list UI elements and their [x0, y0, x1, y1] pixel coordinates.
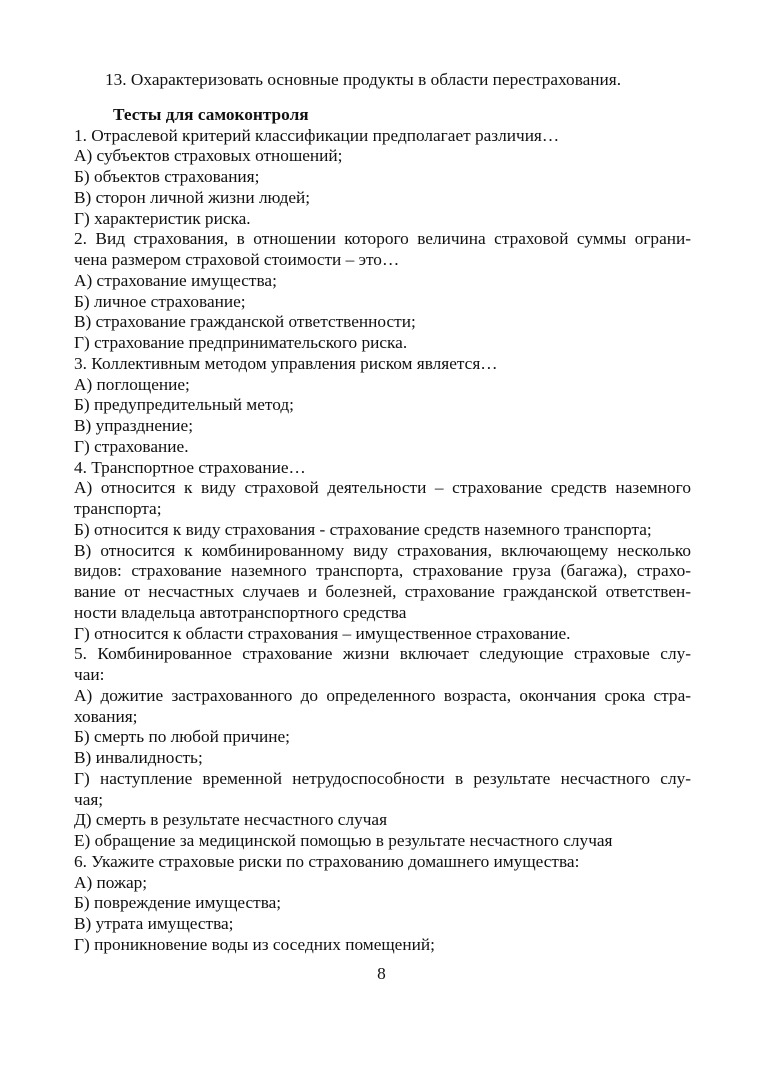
text-line: Д) смерть в результате несчастного случая	[74, 810, 388, 830]
text-line: Б) предупредительный метод;	[74, 395, 294, 415]
text-line: А) дожитие застрахованного до определенного возраста, окончания срока стра-	[74, 685, 691, 705]
text-line: А) относится к виду страховой деятельности – страхование средств наземного	[74, 478, 691, 498]
text-line: Б) объектов страхования;	[74, 167, 260, 186]
text-line: В) страхование гражданской ответственности;	[74, 312, 416, 332]
page-number: 8	[377, 964, 386, 983]
text-line: В) сторон личной жизни людей;	[74, 187, 311, 207]
text-line: А) субъектов страховых отношений;	[74, 146, 343, 166]
text-line: хования;	[74, 706, 138, 726]
text-line: 2. Вид страхования, в отношении которого величина страховой суммы ограни-	[74, 229, 691, 249]
text-line: В) инвалидность;	[74, 748, 203, 767]
text-line: Г) страхование предпринимательского риска.	[74, 333, 408, 352]
text-line: чена размером страховой стоимости – это…	[74, 250, 400, 269]
text-line: В) утрата имущества;	[74, 914, 234, 933]
intro-question: 13. Охарактеризовать основные продукты в области перестрахования.	[105, 70, 622, 89]
text-line: видов: страхование наземного транспорта, страхование груза (багажа), страхо-	[74, 561, 691, 581]
text-line: Г) наступление временной нетрудоспособности в результате несчастного слу-	[74, 768, 691, 788]
text-line: Г) характеристик риска.	[74, 208, 251, 228]
text-line: вание от несчастных случаев и болезней, страхование гражданской ответствен-	[74, 582, 691, 601]
text-line: транспорта;	[74, 499, 162, 518]
page-content	[74, 70, 691, 956]
text-line: А) страхование имущества;	[74, 270, 277, 290]
text-line: Б) личное страхование;	[74, 291, 246, 311]
text-line: 5. Комбинированное страхование жизни включает следующие страховые слу-	[74, 644, 691, 664]
text-line: ности владельца автотранспортного средства	[74, 602, 407, 622]
section-heading: Тесты для самоконтроля	[113, 104, 309, 124]
text-line: 3. Коллективным методом управления риском является…	[74, 353, 498, 373]
text-line: чаи:	[74, 665, 105, 684]
text-line: А) пожар;	[74, 872, 148, 892]
text-line: Е) обращение за медицинской помощью в результате несчастного случая	[74, 831, 613, 850]
text-line: 4. Транспортное страхование…	[74, 457, 306, 477]
text-line: В) упразднение;	[74, 416, 193, 435]
text-line: 1. Отраслевой критерий классификации предполагает различия…	[74, 125, 560, 145]
text-line: В) относится к комбинированному виду страхования, включающему несколько	[74, 540, 691, 560]
text-line: Б) относится к виду страхования - страхование средств наземного транспорта;	[74, 519, 652, 539]
text-line: Г) проникновение воды из соседних помещений;	[74, 934, 435, 954]
text-line: А) поглощение;	[74, 374, 190, 394]
text-line: Б) смерть по любой причине;	[74, 727, 290, 747]
text-line: Г) страхование.	[74, 436, 189, 456]
text-line: Б) повреждение имущества;	[74, 893, 282, 913]
text-line: чая;	[74, 789, 104, 809]
text-line: 6. Укажите страховые риски по страхованию домашнего имущества:	[74, 851, 580, 871]
text-line: Г) относится к области страхования – имущественное страхование.	[74, 623, 571, 643]
